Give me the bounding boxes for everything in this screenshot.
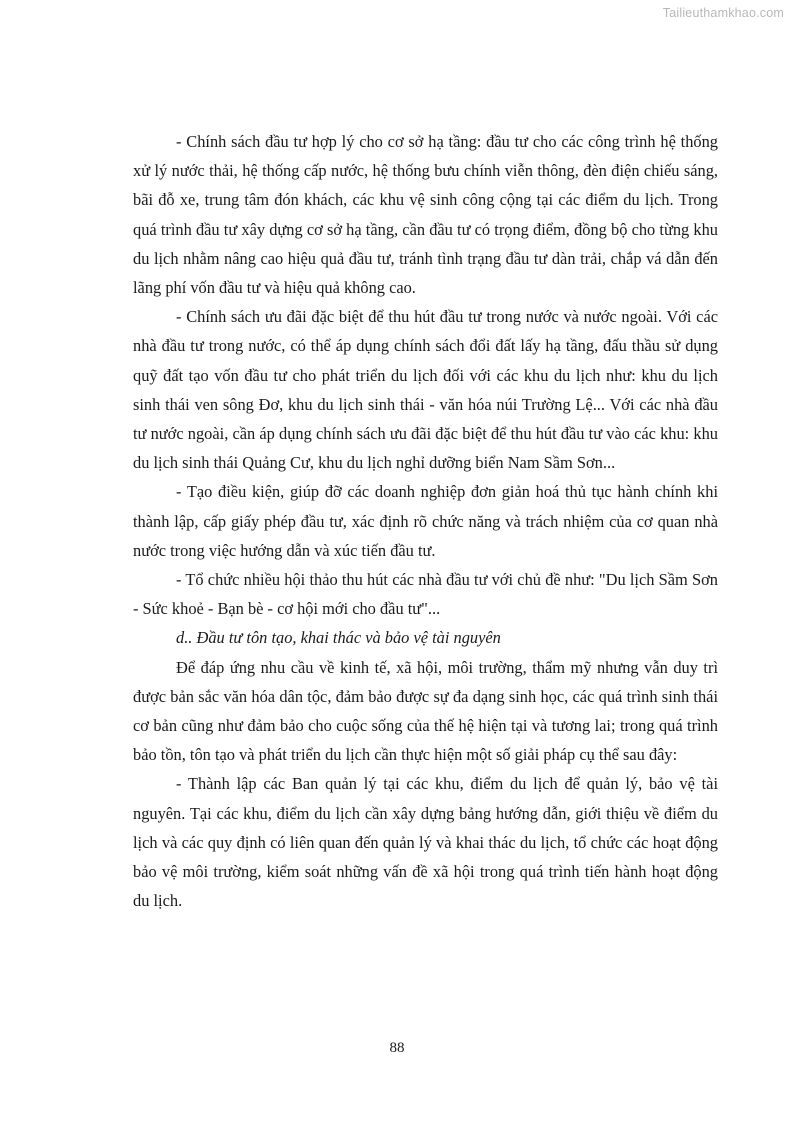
watermark: Tailieuthamkhao.com [662, 6, 784, 20]
paragraph-investment-incentives: - Chính sách ưu đãi đặc biệt để thu hút đầu tư trong nước và nước ngoài. Với các nhà đầu tư trong nước, có thể áp dụng chính sách đổi đất lấy hạ tầng, đấu thầu sử dụng quỹ đất tạo vốn đầu tư cho phát triển du lịch đối với các khu du lịch như: khu du lịch sinh thái ven sông Đơ, khu du lịch sinh thái - văn hóa núi Trường Lệ... Với các nhà đầu tư nước ngoài, cần áp dụng chính sách ưu đãi đặc biệt để thu hút đầu tư vào các khu: khu du lịch sinh thái Quảng Cư, khu du lịch nghỉ dưỡng biển Nam Sầm Sơn... [133, 307, 718, 473]
document-body [133, 127, 718, 915]
section-heading: d.. Đầu tư tôn tạo, khai thác và bảo vệ tài nguyên [176, 628, 501, 648]
paragraph-management-boards: - Thành lập các Ban quản lý tại các khu, điểm du lịch để quản lý, bảo vệ tài nguyên. Tại các khu, điểm du lịch cần xây dựng bảng hướng dẫn, giới thiệu về điểm du lịch và các quy định có liên quan đến quản lý và khai thác du lịch, tổ chức các hoạt động bảo vệ môi trường, kiểm soát những vấn đề xã hội trong quá trình tiến hành hoạt động du lịch. [133, 774, 718, 911]
paragraph-infrastructure-investment: - Chính sách đầu tư hợp lý cho cơ sở hạ tầng: đầu tư cho các công trình hệ thống xử lý nước thải, hệ thống cấp nước, hệ thống bưu chính viễn thông, đèn điện chiếu sáng, bãi đỗ xe, trung tâm đón khách, các khu vệ sinh công cộng tại các điểm du lịch. Trong quá trình đầu tư xây dựng cơ sở hạ tầng, cần đầu tư có trọng điểm, đồng bộ cho từng khu du lịch nhằm nâng cao hiệu quả đầu tư, tránh tình trạng đầu tư dàn trải, chắp vá dẫn đến lãng phí vốn đầu tư và hiệu quả không cao. [133, 132, 718, 298]
paragraph-administrative-support: - Tạo điều kiện, giúp đỡ các doanh nghiệp đơn giản hoá thủ tục hành chính khi thành lập, cấp giấy phép đầu tư, xác định rõ chức năng và trách nhiệm của cơ quan nhà nước trong việc hướng dẫn và xúc tiến đầu tư. [133, 482, 718, 560]
page-number: 88 [389, 1040, 405, 1056]
paragraph-investment-workshops: - Tổ chức nhiều hội thảo thu hút các nhà đầu tư với chủ đề như: "Du lịch Sầm Sơn - Sức khoẻ - Bạn bè - cơ hội mới cho đầu tư"... [133, 570, 718, 619]
paragraph-conservation-intro: Để đáp ứng nhu cầu về kinh tế, xã hội, môi trường, thẩm mỹ nhưng vẫn duy trì được bản sắc văn hóa dân tộc, đảm bảo được sự đa dạng sinh học, các quá trình sinh thái cơ bản cũng như đảm bảo cho cuộc sống của thế hệ hiện tại và tương lai; trong quá trình bảo tồn, tôn tạo và phát triển du lịch cần thực hiện một số giải pháp cụ thể sau đây: [133, 657, 718, 765]
